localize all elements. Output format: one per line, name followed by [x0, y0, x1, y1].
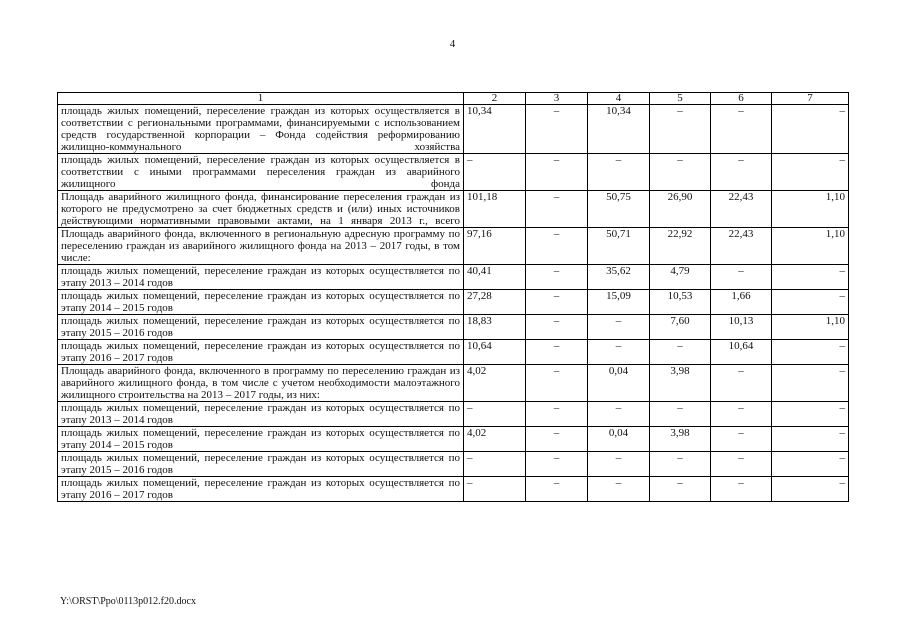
cell-col-4: 0,04: [588, 427, 650, 452]
cell-col-3: –: [526, 290, 588, 315]
column-header: 4: [588, 93, 650, 105]
cell-col-3: –: [526, 154, 588, 191]
column-header: 5: [650, 93, 711, 105]
table-row: [58, 154, 849, 191]
row-description: площадь жилых помещений, переселение граждан из которых осуществляется по этапу 2014 – 2015 годов: [58, 290, 464, 315]
cell-col-2: 97,16: [464, 228, 526, 265]
cell-col-2: 18,83: [464, 315, 526, 340]
cell-col-5: –: [650, 105, 711, 154]
cell-col-7: –: [772, 290, 849, 315]
row-description: площадь жилых помещений, переселение граждан из которых осуществляется по этапу 2016 – 2017 годов: [58, 340, 464, 365]
cell-col-4: –: [588, 452, 650, 477]
cell-col-2: –: [464, 402, 526, 427]
cell-col-6: 1,66: [711, 290, 772, 315]
cell-col-7: –: [772, 452, 849, 477]
cell-col-6: 22,43: [711, 191, 772, 228]
cell-col-3: –: [526, 340, 588, 365]
cell-col-4: 10,34: [588, 105, 650, 154]
cell-col-4: –: [588, 315, 650, 340]
cell-col-4: 50,71: [588, 228, 650, 265]
table-row: [58, 290, 849, 315]
table-row: [58, 477, 849, 502]
cell-col-3: –: [526, 402, 588, 427]
row-description: площадь жилых помещений, переселение граждан из которых осуществляется по этапу 2015 – 2016 годов: [58, 452, 464, 477]
cell-col-5: 7,60: [650, 315, 711, 340]
row-description: Площадь аварийного жилищного фонда, финансирование переселения граждан из которого не предусмотрено за счет бюджетных средств и (или) иных источников действующими нормативными правовыми актами, на 1 января 2013 г., всего: [58, 191, 464, 228]
cell-col-3: –: [526, 365, 588, 402]
cell-col-5: –: [650, 452, 711, 477]
row-description: Площадь аварийного фонда, включенного в программу по переселению граждан из аварийного жилищного фонда, в том числе с учетом необходимости малоэтажного жилищного строительства на 2013 – 2017 годы, из них:: [58, 365, 464, 402]
cell-col-3: –: [526, 191, 588, 228]
cell-col-5: 22,92: [650, 228, 711, 265]
table-row: [58, 452, 849, 477]
cell-col-2: 4,02: [464, 427, 526, 452]
cell-col-5: 10,53: [650, 290, 711, 315]
cell-col-7: 1,10: [772, 228, 849, 265]
column-header: 7: [772, 93, 849, 105]
cell-col-5: –: [650, 340, 711, 365]
page-number: 4: [449, 38, 456, 50]
table-row: [58, 315, 849, 340]
column-header: 3: [526, 93, 588, 105]
table-row: [58, 191, 849, 228]
cell-col-7: 1,10: [772, 191, 849, 228]
cell-col-7: –: [772, 402, 849, 427]
cell-col-3: –: [526, 477, 588, 502]
cell-col-3: –: [526, 228, 588, 265]
cell-col-6: –: [711, 402, 772, 427]
row-description: площадь жилых помещений, переселение граждан из которых осуществляется по этапу 2013 – 2014 годов: [58, 402, 464, 427]
cell-col-6: –: [711, 154, 772, 191]
cell-col-4: 15,09: [588, 290, 650, 315]
column-header: 6: [711, 93, 772, 105]
cell-col-2: 40,41: [464, 265, 526, 290]
table-row: [58, 340, 849, 365]
table-row: [58, 427, 849, 452]
cell-col-6: 10,13: [711, 315, 772, 340]
cell-col-6: 22,43: [711, 228, 772, 265]
cell-col-4: 35,62: [588, 265, 650, 290]
cell-col-5: 3,98: [650, 427, 711, 452]
cell-col-7: –: [772, 340, 849, 365]
cell-col-7: –: [772, 265, 849, 290]
data-table: [57, 92, 849, 502]
cell-col-2: –: [464, 452, 526, 477]
cell-col-4: –: [588, 340, 650, 365]
cell-col-2: 10,34: [464, 105, 526, 154]
row-description: площадь жилых помещений, переселение граждан из которых осуществляется по этапу 2015 – 2016 годов: [58, 315, 464, 340]
column-header: 2: [464, 93, 526, 105]
cell-col-6: –: [711, 477, 772, 502]
row-description: площадь жилых помещений, переселение граждан из которых осуществляется в соответствии с иными программами переселения граждан из аварийного жилищного фонда: [58, 154, 464, 191]
cell-col-5: 4,79: [650, 265, 711, 290]
row-description: площадь жилых помещений, переселение граждан из которых осуществляется по этапу 2014 – 2015 годов: [58, 427, 464, 452]
cell-col-7: –: [772, 154, 849, 191]
cell-col-4: –: [588, 154, 650, 191]
cell-col-6: 10,64: [711, 340, 772, 365]
cell-col-6: –: [711, 427, 772, 452]
cell-col-3: –: [526, 427, 588, 452]
table-row: [58, 265, 849, 290]
column-header-row: [58, 93, 849, 105]
table-row: [58, 228, 849, 265]
cell-col-2: –: [464, 154, 526, 191]
cell-col-3: –: [526, 452, 588, 477]
row-description: площадь жилых помещений, переселение граждан из которых осуществляется по этапу 2016 – 2017 годов: [58, 477, 464, 502]
cell-col-3: –: [526, 105, 588, 154]
table-row: [58, 402, 849, 427]
table-row: [58, 365, 849, 402]
cell-col-5: –: [650, 154, 711, 191]
cell-col-2: 4,02: [464, 365, 526, 402]
cell-col-4: –: [588, 402, 650, 427]
cell-col-3: –: [526, 265, 588, 290]
table-row: [58, 105, 849, 154]
cell-col-4: 0,04: [588, 365, 650, 402]
cell-col-2: 101,18: [464, 191, 526, 228]
cell-col-6: –: [711, 365, 772, 402]
cell-col-5: –: [650, 402, 711, 427]
cell-col-2: –: [464, 477, 526, 502]
cell-col-5: 26,90: [650, 191, 711, 228]
cell-col-3: –: [526, 315, 588, 340]
cell-col-7: –: [772, 477, 849, 502]
cell-col-2: 27,28: [464, 290, 526, 315]
cell-col-4: –: [588, 477, 650, 502]
column-header: 1: [58, 93, 464, 105]
cell-col-5: –: [650, 477, 711, 502]
file-path-footer: Y:\ORST\Ppo\0113p012.f20.docx: [60, 596, 196, 607]
cell-col-7: –: [772, 105, 849, 154]
cell-col-7: –: [772, 365, 849, 402]
row-description: площадь жилых помещений, переселение граждан из которых осуществляется по этапу 2013 – 2014 годов: [58, 265, 464, 290]
cell-col-7: 1,10: [772, 315, 849, 340]
row-description: площадь жилых помещений, переселение граждан из которых осуществляется в соответствии с региональными программами, финансируемыми с использованием средств государственной корпорации – Фонда содействия реформированию жилищно-коммунального хозяйства: [58, 105, 464, 154]
cell-col-2: 10,64: [464, 340, 526, 365]
cell-col-6: –: [711, 452, 772, 477]
row-description: Площадь аварийного фонда, включенного в региональную адресную программу по переселению граждан из аварийного жилищного фонда на 2013 – 2017 годы, в том числе:: [58, 228, 464, 265]
cell-col-7: –: [772, 427, 849, 452]
cell-col-6: –: [711, 265, 772, 290]
cell-col-4: 50,75: [588, 191, 650, 228]
cell-col-6: –: [711, 105, 772, 154]
cell-col-5: 3,98: [650, 365, 711, 402]
